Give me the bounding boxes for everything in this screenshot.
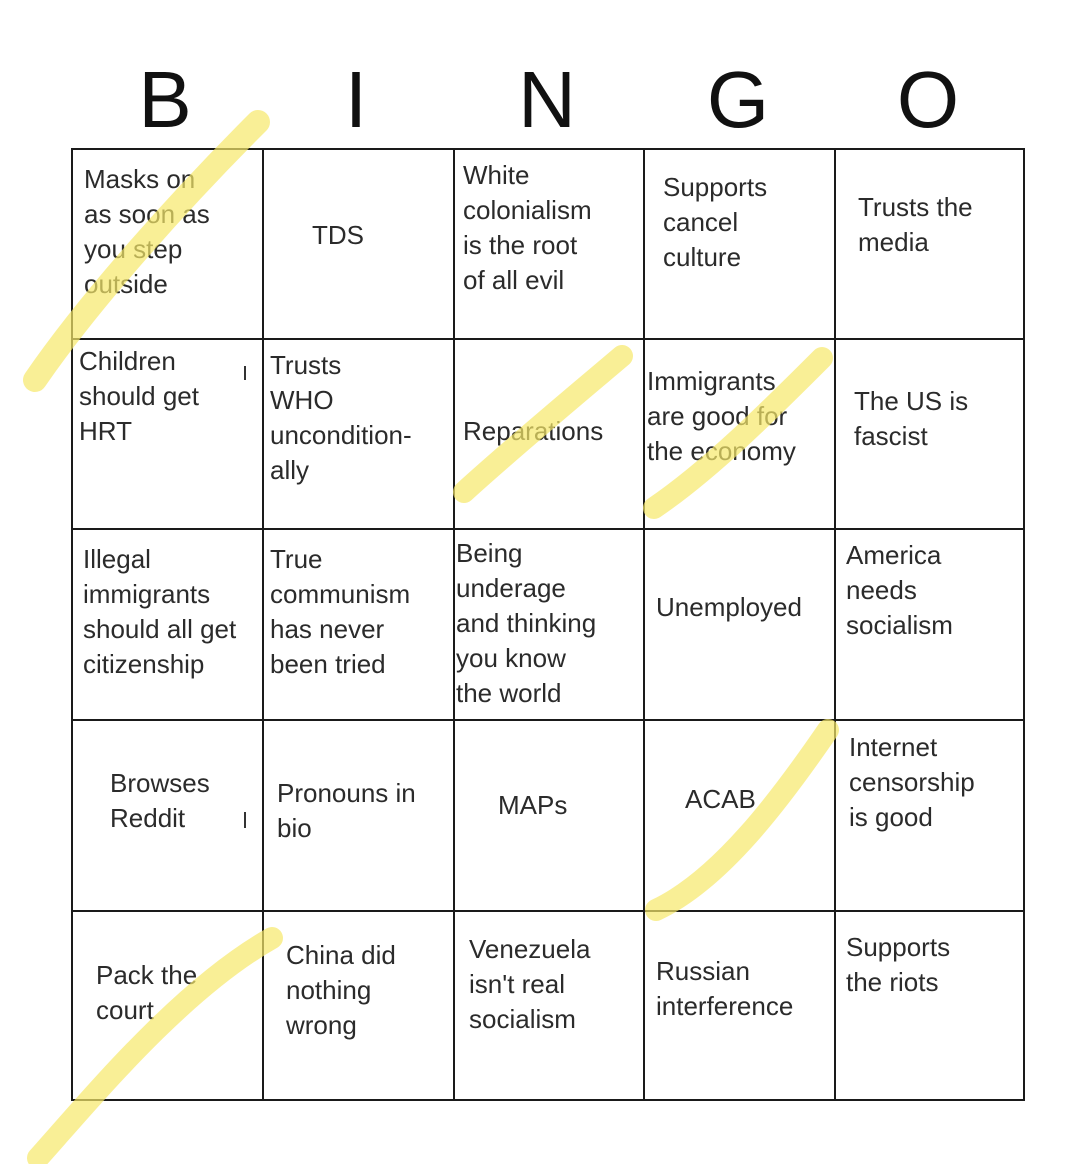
- header-letter-o: O: [896, 55, 960, 144]
- grid-divider: [643, 150, 645, 1099]
- grid-divider: [453, 150, 455, 1099]
- bingo-cell-immigrants-economy[interactable]: Immigrants are good for the economy: [647, 366, 796, 466]
- bingo-cell-underage[interactable]: Being underage and thinking you know the world: [456, 538, 597, 708]
- bingo-cell-trusts-who[interactable]: Trusts WHO uncondition- ally: [270, 350, 412, 485]
- bingo-cell-russian-interference[interactable]: Russian interference: [656, 956, 794, 1021]
- bingo-cell-illegal-immigrants[interactable]: Illegal immigrants should all get citizenship: [83, 544, 237, 679]
- grid-divider: [73, 719, 1023, 721]
- bingo-cell-us-fascist[interactable]: The US is fascist: [854, 386, 969, 451]
- stray-mark: [244, 812, 246, 828]
- grid-divider: [73, 910, 1023, 912]
- bingo-cell-trusts-media[interactable]: Trusts the media: [858, 192, 973, 257]
- bingo-cell-tds[interactable]: TDS: [312, 220, 364, 250]
- bingo-cell-america-socialism[interactable]: America needs socialism: [846, 540, 953, 640]
- bingo-cell-china[interactable]: China did nothing wrong: [286, 940, 396, 1040]
- bingo-cell-pack-court[interactable]: Pack the court: [96, 960, 198, 1025]
- bingo-cell-browses-reddit[interactable]: Browses Reddit: [110, 768, 210, 833]
- bingo-cell-acab[interactable]: ACAB: [685, 784, 756, 814]
- bingo-cell-venezuela[interactable]: Venezuela isn't real socialism: [469, 934, 591, 1034]
- bingo-cell-white-colonialism[interactable]: White colonialism is the root of all evil: [463, 160, 592, 295]
- bingo-cell-children-hrt[interactable]: Children should get HRT: [79, 346, 199, 446]
- bingo-cell-true-communism[interactable]: True communism has never been tried: [270, 544, 411, 679]
- bingo-cell-maps[interactable]: MAPs: [498, 790, 568, 820]
- bingo-cell-unemployed[interactable]: Unemployed: [656, 592, 802, 622]
- header-letter-g: G: [706, 55, 770, 144]
- header-letter-i: I: [344, 55, 368, 144]
- grid-divider: [262, 150, 264, 1099]
- bingo-cell-riots[interactable]: Supports the riots: [846, 932, 951, 997]
- bingo-cell-internet-censorship[interactable]: Internet censorship is good: [849, 732, 975, 832]
- header-letter-n: N: [518, 55, 576, 144]
- bingo-cell-cancel-culture[interactable]: Supports cancel culture: [663, 172, 768, 272]
- grid-divider: [73, 528, 1023, 530]
- grid-divider: [73, 338, 1023, 340]
- stray-mark: [244, 366, 246, 380]
- bingo-cell-masks[interactable]: Masks on as soon as you step outside: [84, 164, 210, 299]
- bingo-cell-pronouns[interactable]: Pronouns in bio: [277, 778, 416, 843]
- bingo-cell-reparations[interactable]: Reparations: [463, 416, 604, 446]
- grid-divider: [834, 150, 836, 1099]
- header-letter-b: B: [138, 55, 192, 144]
